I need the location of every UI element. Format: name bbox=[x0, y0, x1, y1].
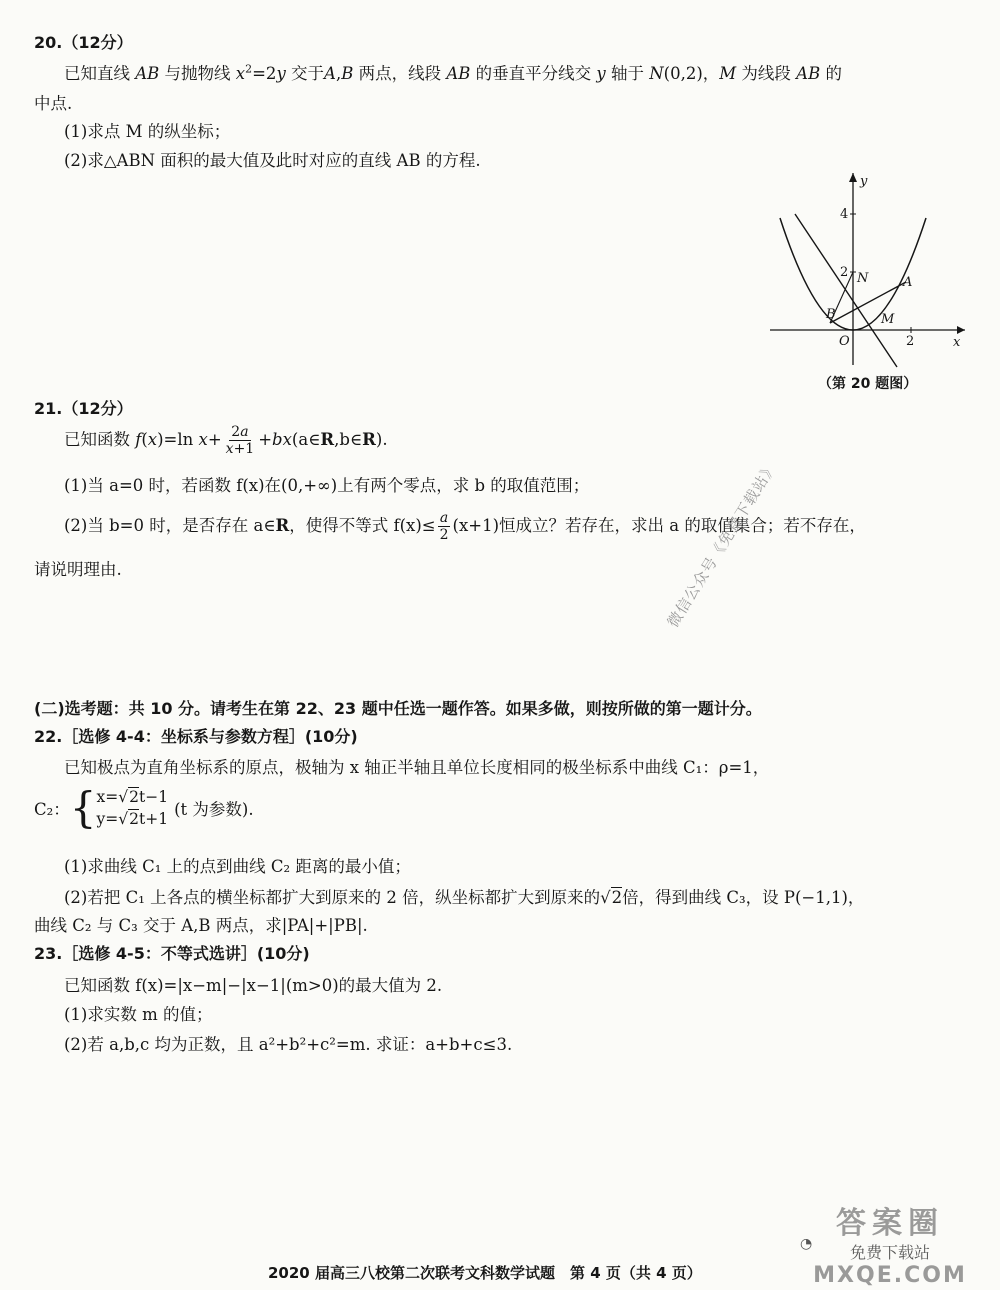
q20-part2: (2)求△ABN 面积的最大值及此时对应的直线 AB 的方程. bbox=[64, 151, 481, 170]
label-x2: 2 bbox=[906, 334, 915, 349]
x-axis-arrow bbox=[957, 326, 965, 334]
watermark-text: 微信公众号《免费下载站》 bbox=[663, 458, 781, 631]
stamp-line1: 答案圈 bbox=[836, 1206, 944, 1241]
wechat-icon: ◔ bbox=[800, 1236, 813, 1252]
q20-figure bbox=[760, 165, 980, 370]
q23-part2: (2)若 a,b,c 均为正数，且 a²+b²+c²=m. 求证：a+b+c≤3. bbox=[64, 1035, 513, 1054]
q20-stem-line2: 中点. bbox=[34, 94, 73, 113]
chord-ab bbox=[830, 282, 906, 323]
label-n: N bbox=[857, 271, 869, 286]
label-m: M bbox=[881, 312, 895, 327]
q22-stem-line1: 已知极点为直角坐标系的原点，极轴为 x 轴正半轴且单位长度相同的极坐标系中曲线 C₁：ρ=1， bbox=[64, 758, 770, 777]
q22-part1: (1)求曲线 C₁ 上的点到曲线 C₂ 距离的最小值； bbox=[64, 857, 411, 876]
label-x: x bbox=[953, 335, 961, 350]
label-y: y bbox=[860, 174, 868, 189]
label-o: O bbox=[839, 334, 850, 349]
section-optional-heading: (二)选考题：共 10 分。请考生在第 22、23 题中任选一题作答。如果多做，则按所做的第一题计分。 bbox=[34, 699, 762, 718]
label-b: B bbox=[826, 307, 836, 322]
q23-stem: 已知函数 f(x)=|x−m|−|x−1|(m>0)的最大值为 2. bbox=[64, 976, 443, 995]
label-y4: 4 bbox=[840, 207, 849, 222]
figure-caption: （第 20 题图） bbox=[818, 376, 918, 392]
q21-part1: (1)当 a=0 时，若函数 f(x)在(0,+∞)上有两个零点，求 b 的取值范围； bbox=[64, 476, 590, 495]
q21-stem: 已知函数 f(x)=ln x+ $\frac{2a}{x+1}$ +bx(a∈R,b∈R). bbox=[64, 424, 388, 457]
q22-part2: (2)若把 C₁ 上各点的横坐标都扩大到原来的 2 倍，纵坐标都扩大到原来的√2倍，得到曲线 C₃，设 P(−1,1)， bbox=[64, 888, 865, 907]
q22-c2-system: C₂： { x=√2t−1 y=√2t+1 (t 为参数). bbox=[34, 783, 254, 832]
label-y2: 2 bbox=[840, 265, 849, 280]
stamp-line3: MXQE.COM bbox=[813, 1263, 967, 1288]
q21-part2-line2: 请说明理由. bbox=[34, 560, 122, 579]
q23-heading: 23.［选修 4-5：不等式选讲］(10分) bbox=[34, 944, 310, 963]
page-footer: 2020 届高三八校第二次联考文科数学试题 第 4 页（共 4 页） bbox=[268, 1264, 702, 1282]
q20-heading: 20.（12分） bbox=[34, 33, 133, 52]
label-a: A bbox=[903, 275, 913, 290]
q20-stem-line1: 已知直线 AB 与抛物线 $x^2=2y$ 交于A,B 两点，线段 AB 的垂直平分线交 y 轴于 N(0,2)，M 为线段 AB 的 bbox=[64, 62, 842, 83]
q22-part2-line2: 曲线 C₂ 与 C₃ 交于 A,B 两点，求|PA|+|PB|. bbox=[34, 916, 368, 935]
stamp-line2: 免费下载站 bbox=[849, 1243, 930, 1262]
q22-heading: 22.［选修 4-4：坐标系与参数方程］(10分) bbox=[34, 727, 358, 746]
q21-part2: (2)当 b=0 时，是否存在 a∈R，使得不等式 f(x)≤ $\frac{a}{2}$ (x+1)恒成立？若存在，求出 a 的取值集合；若不存在， bbox=[64, 510, 866, 543]
site-stamp bbox=[800, 1198, 980, 1288]
q20-part1: (1)求点 M 的纵坐标； bbox=[64, 122, 231, 141]
q21-heading: 21.（12分） bbox=[34, 399, 133, 418]
y-axis-arrow bbox=[849, 173, 857, 182]
q23-part1: (1)求实数 m 的值； bbox=[64, 1005, 213, 1024]
